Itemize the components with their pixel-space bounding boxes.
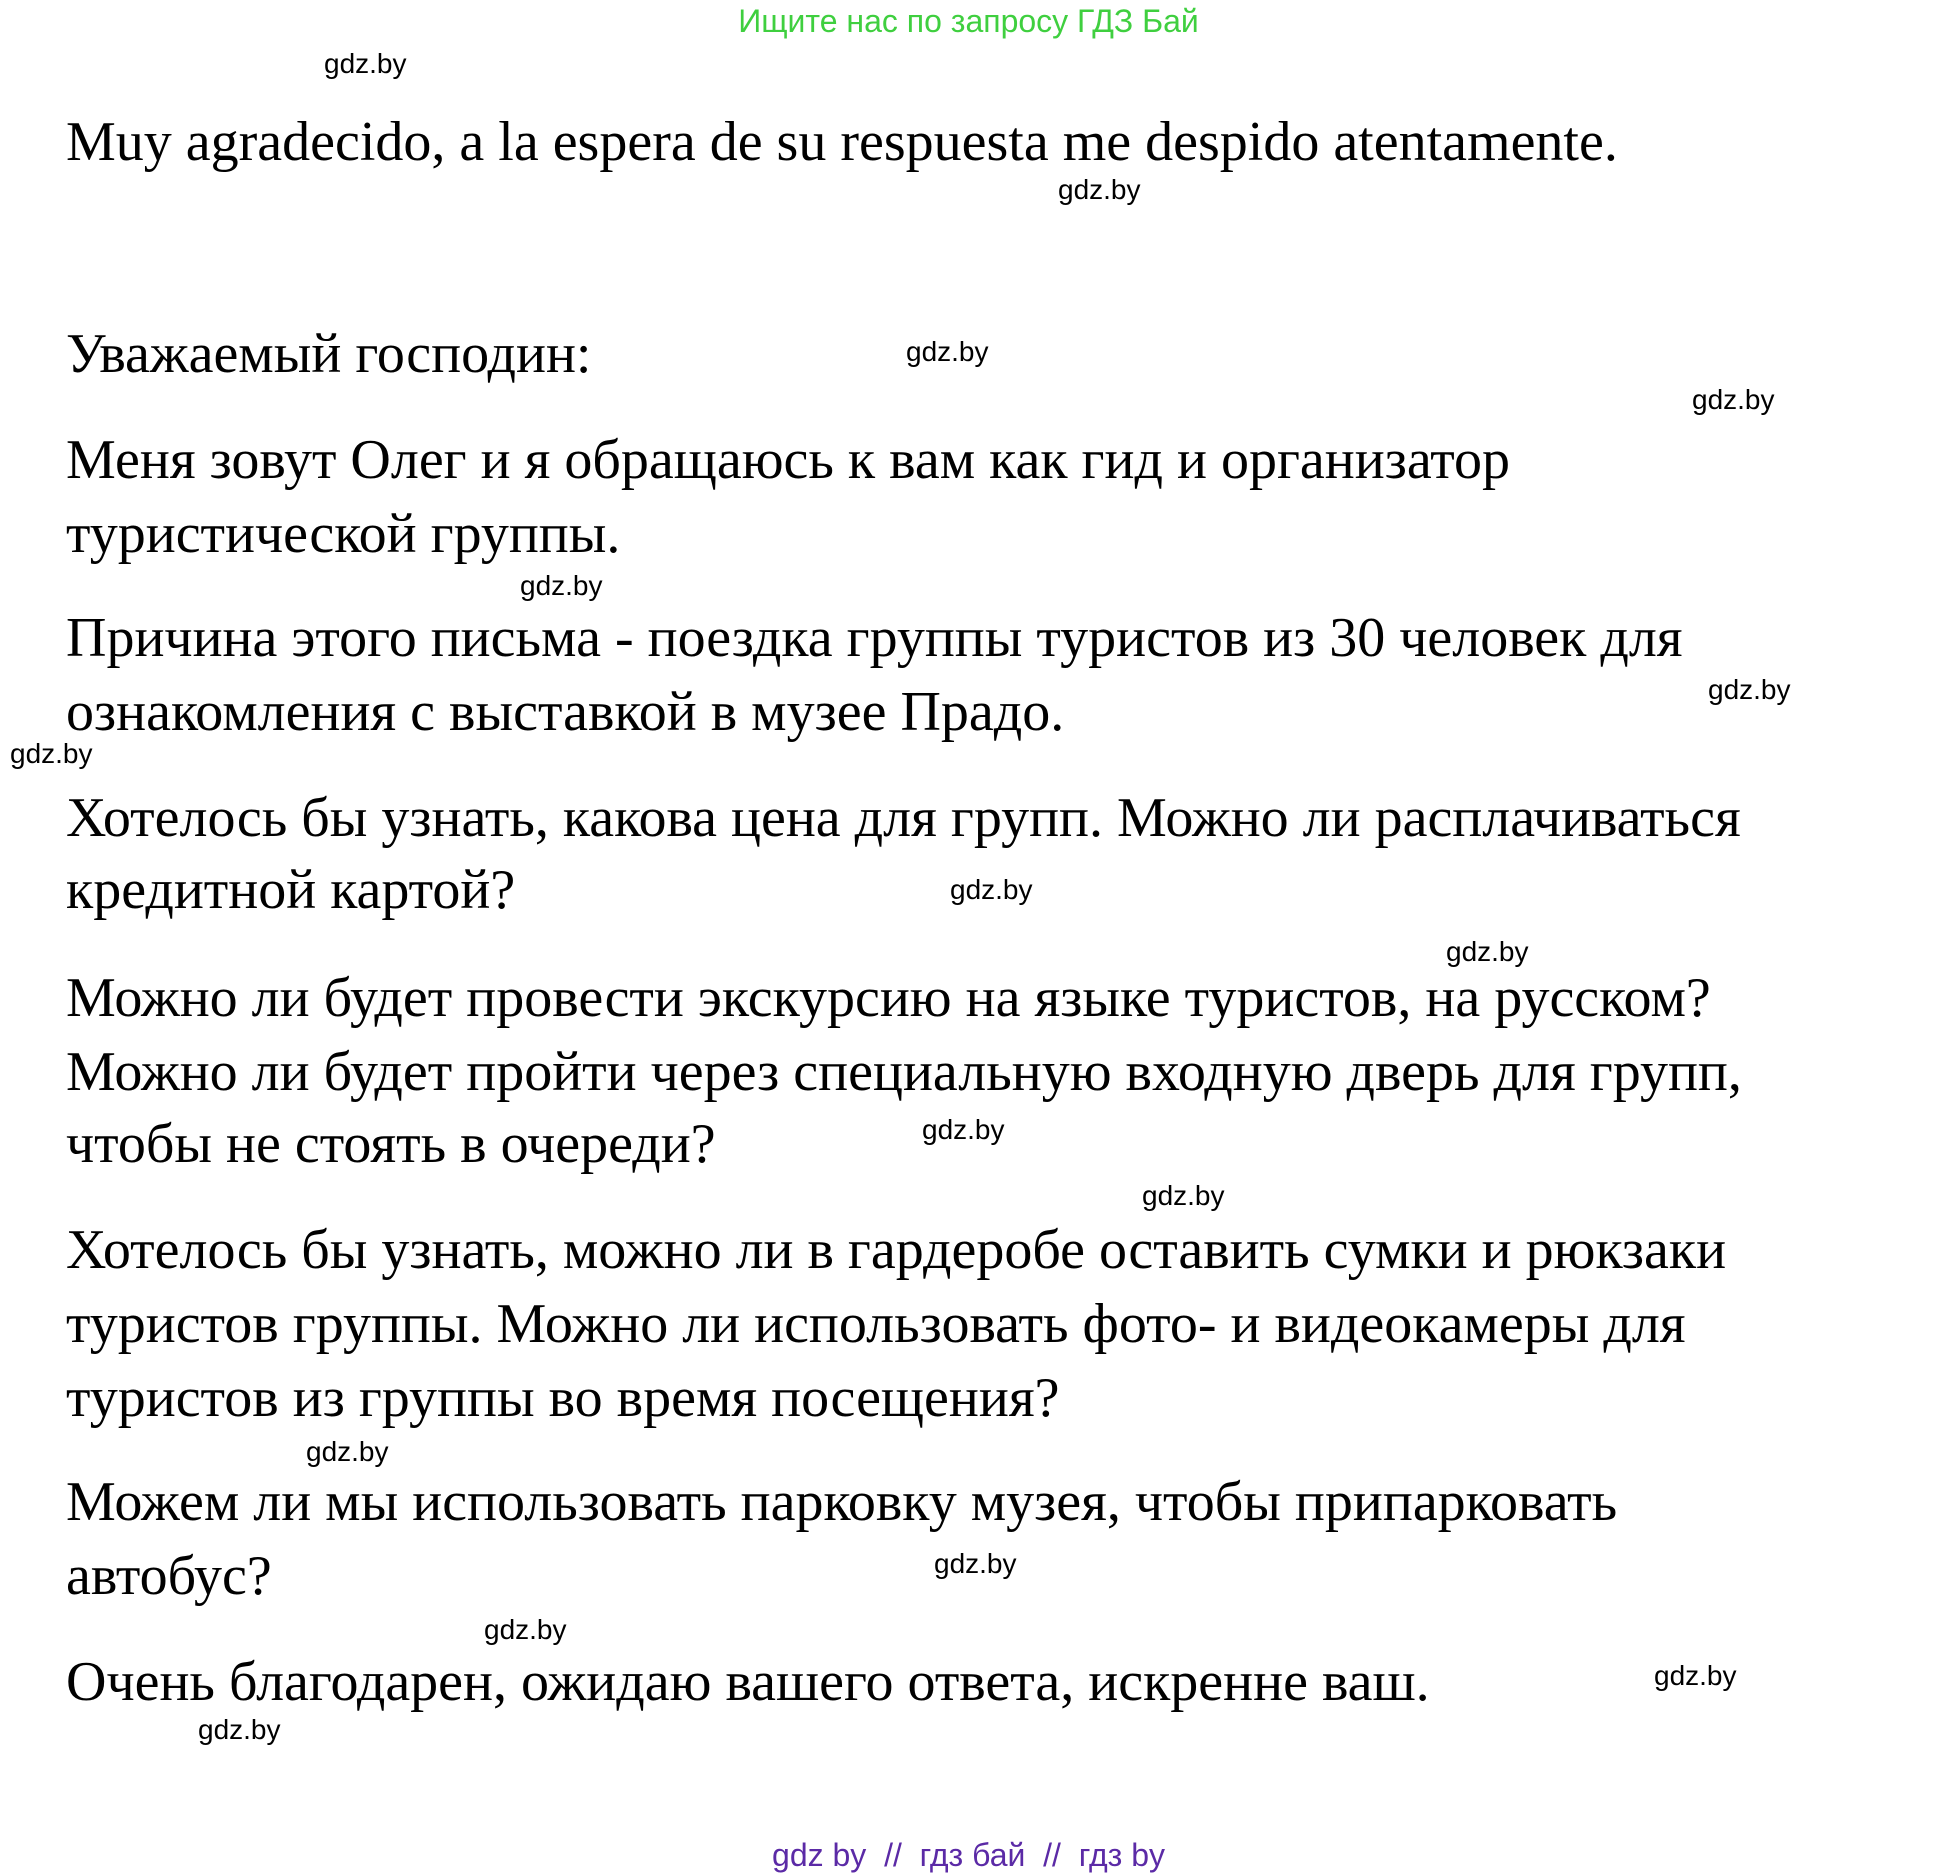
watermark: gdz.by [1446, 936, 1529, 967]
text-line-4: туристической группы. [66, 503, 621, 565]
footer-links: gdz by // гдз бай // гдз by [772, 1837, 1165, 1873]
watermark: gdz.by [1058, 174, 1141, 205]
text-line-9: Можно ли будет провести экскурсию на языке туристов, на русском? [66, 967, 1711, 1029]
watermark: gdz.by [1708, 674, 1791, 705]
text-line-8: кредитной картой? [66, 859, 516, 921]
watermark: gdz.by [1692, 384, 1775, 415]
watermark: gdz.by [1654, 1660, 1737, 1691]
text-line-2: Уважаемый господин: [66, 323, 592, 385]
watermark: gdz.by [198, 1714, 281, 1745]
text-line-5: Причина этого письма - поездка группы туристов из 30 человек для [66, 607, 1683, 669]
watermark: gdz.by [10, 738, 93, 769]
watermark: gdz.by [1142, 1180, 1225, 1211]
text-line-11: чтобы не стоять в очереди? [66, 1113, 716, 1175]
watermark: gdz.by [906, 336, 989, 367]
text-line-15: Можем ли мы использовать парковку музея, чтобы припарковать [66, 1471, 1618, 1533]
text-line-10: Можно ли будет пройти через специальную входную дверь для групп, [66, 1041, 1742, 1103]
watermark: gdz.by [922, 1114, 1005, 1145]
watermark: gdz.by [324, 48, 407, 79]
text-line-7: Хотелось бы узнать, какова цена для групп. Можно ли расплачиваться [66, 787, 1741, 849]
text-line-3: Меня зовут Олег и я обращаюсь к вам как гид и организатор [66, 429, 1510, 491]
watermark: gdz.by [484, 1614, 567, 1645]
text-line-16: автобус? [66, 1545, 272, 1607]
text-line-17: Очень благодарен, ожидаю вашего ответа, искренне ваш. [66, 1651, 1430, 1713]
text-line-6: ознакомления с выставкой в музее Прадо. [66, 681, 1065, 743]
watermark: gdz.by [934, 1548, 1017, 1579]
text-line-1: Muy agradecido, a la espera de su respuesta me despido atentamente. [66, 111, 1618, 173]
top-banner: Ищите нас по запросу ГДЗ Бай [738, 3, 1199, 39]
text-line-14: туристов из группы во время посещения? [66, 1367, 1060, 1429]
text-line-12: Хотелось бы узнать, можно ли в гардеробе оставить сумки и рюкзаки [66, 1219, 1727, 1281]
text-line-13: туристов группы. Можно ли использовать фото- и видеокамеры для [66, 1293, 1686, 1355]
watermark: gdz.by [950, 874, 1033, 905]
watermark: gdz.by [520, 570, 603, 601]
watermark: gdz.by [306, 1436, 389, 1467]
